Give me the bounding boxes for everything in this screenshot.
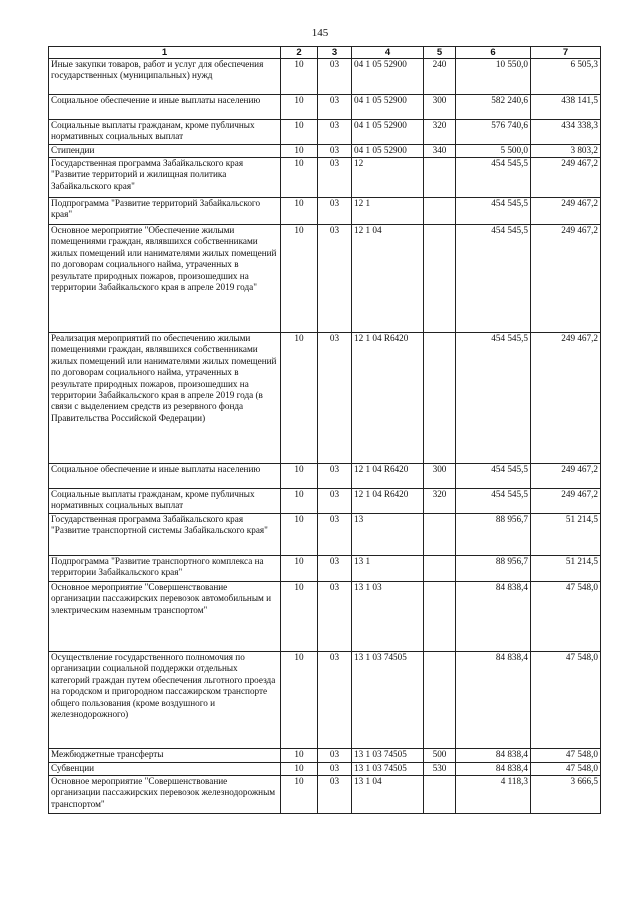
page-number: 145 bbox=[311, 27, 329, 39]
cell-amount-plan: 454 545,5 bbox=[456, 464, 531, 489]
column-header: 3 bbox=[318, 47, 352, 59]
cell-subsection: 03 bbox=[318, 145, 352, 158]
row-name: Подпрограмма "Развитие территорий Забайкальского края" bbox=[49, 198, 281, 225]
cell-amount-plan: 10 550,0 bbox=[456, 59, 531, 95]
row-name: Стипендии bbox=[49, 145, 281, 158]
cell-subsection: 03 bbox=[318, 763, 352, 776]
cell-section: 10 bbox=[281, 158, 318, 198]
cell-expense-type bbox=[424, 776, 456, 814]
column-header: 6 bbox=[456, 47, 531, 59]
cell-amount-plan: 454 545,5 bbox=[456, 158, 531, 198]
cell-section: 10 bbox=[281, 514, 318, 556]
cell-target-article: 13 1 03 74505 bbox=[352, 652, 424, 749]
column-header: 1 bbox=[49, 47, 281, 59]
cell-expense-type bbox=[424, 556, 456, 582]
row-name: Осуществление государственного полномочия по организации социальной поддержки отдельных категорий граждан путем обеспечения льготного проезда на городском и пригородном пассажирском транспорте общего пользования (кроме воздушного и железнодорожного) bbox=[49, 652, 281, 749]
table-row bbox=[49, 198, 601, 225]
cell-target-article: 12 1 04 R6420 bbox=[352, 489, 424, 514]
row-name: Государственная программа Забайкальского края "Развитие территорий и жилищная политика Забайкальского края" bbox=[49, 158, 281, 198]
table-header-row bbox=[49, 47, 601, 59]
row-name: Основное мероприятие "Совершенствование организации пассажирских перевозок железнодорожным транспортом" bbox=[49, 776, 281, 814]
cell-subsection: 03 bbox=[318, 158, 352, 198]
cell-amount-actual: 249 467,2 bbox=[531, 198, 601, 225]
cell-subsection: 03 bbox=[318, 333, 352, 464]
cell-section: 10 bbox=[281, 464, 318, 489]
row-name: Реализация мероприятий по обеспечению жилыми помещениями граждан, являвшихся собственниками жилых помещений или нанимателями жилых помещений по договорам социального найма, утраченных в результате природных пожаров, произошедших на территории Забайкальского края в апреле 2019 года (в связи с выделением средств из резервного фонда Правительства Российской Федерации) bbox=[49, 333, 281, 464]
row-name: Основное мероприятие "Совершенствование организации пассажирских перевозок автомобильным и электрическим наземным транспортом" bbox=[49, 582, 281, 652]
cell-expense-type: 320 bbox=[424, 120, 456, 145]
cell-target-article: 12 1 04 bbox=[352, 225, 424, 333]
column-header: 5 bbox=[424, 47, 456, 59]
cell-amount-actual: 51 214,5 bbox=[531, 514, 601, 556]
table-row bbox=[49, 489, 601, 514]
cell-section: 10 bbox=[281, 582, 318, 652]
cell-expense-type: 340 bbox=[424, 145, 456, 158]
cell-amount-actual: 51 214,5 bbox=[531, 556, 601, 582]
cell-expense-type bbox=[424, 198, 456, 225]
cell-expense-type: 240 bbox=[424, 59, 456, 95]
cell-subsection: 03 bbox=[318, 749, 352, 763]
cell-section: 10 bbox=[281, 120, 318, 145]
cell-subsection: 03 bbox=[318, 776, 352, 814]
cell-section: 10 bbox=[281, 59, 318, 95]
cell-subsection: 03 bbox=[318, 582, 352, 652]
cell-amount-actual: 3 803,2 bbox=[531, 145, 601, 158]
table-row bbox=[49, 464, 601, 489]
table-row bbox=[49, 59, 601, 95]
table-row bbox=[49, 120, 601, 145]
cell-amount-plan: 454 545,5 bbox=[456, 489, 531, 514]
table-row bbox=[49, 158, 601, 198]
cell-subsection: 03 bbox=[318, 198, 352, 225]
cell-target-article: 13 1 04 bbox=[352, 776, 424, 814]
cell-target-article: 04 1 05 52900 bbox=[352, 95, 424, 120]
cell-section: 10 bbox=[281, 198, 318, 225]
row-name: Иные закупки товаров, работ и услуг для обеспечения государственных (муниципальных) нужд bbox=[49, 59, 281, 95]
cell-amount-plan: 88 956,7 bbox=[456, 514, 531, 556]
cell-expense-type: 300 bbox=[424, 95, 456, 120]
cell-expense-type: 500 bbox=[424, 749, 456, 763]
cell-subsection: 03 bbox=[318, 464, 352, 489]
cell-subsection: 03 bbox=[318, 59, 352, 95]
cell-amount-plan: 4 118,3 bbox=[456, 776, 531, 814]
cell-amount-actual: 47 548,0 bbox=[531, 749, 601, 763]
cell-section: 10 bbox=[281, 556, 318, 582]
row-name: Государственная программа Забайкальского края "Развитие транспортной системы Забайкальского края" bbox=[49, 514, 281, 556]
row-name: Социальные выплаты гражданам, кроме публичных нормативных социальных выплат bbox=[49, 120, 281, 145]
cell-amount-actual: 434 338,3 bbox=[531, 120, 601, 145]
cell-section: 10 bbox=[281, 776, 318, 814]
cell-expense-type bbox=[424, 582, 456, 652]
cell-subsection: 03 bbox=[318, 225, 352, 333]
cell-subsection: 03 bbox=[318, 556, 352, 582]
cell-target-article: 13 1 bbox=[352, 556, 424, 582]
row-name: Социальное обеспечение и иные выплаты населению bbox=[49, 95, 281, 120]
cell-amount-actual: 438 141,5 bbox=[531, 95, 601, 120]
cell-amount-actual: 249 467,2 bbox=[531, 158, 601, 198]
cell-target-article: 04 1 05 52900 bbox=[352, 59, 424, 95]
cell-subsection: 03 bbox=[318, 120, 352, 145]
table-row bbox=[49, 776, 601, 814]
cell-amount-actual: 6 505,3 bbox=[531, 59, 601, 95]
table-row bbox=[49, 582, 601, 652]
cell-section: 10 bbox=[281, 489, 318, 514]
cell-subsection: 03 bbox=[318, 95, 352, 120]
cell-target-article: 13 1 03 74505 bbox=[352, 749, 424, 763]
cell-amount-actual: 47 548,0 bbox=[531, 652, 601, 749]
table-row bbox=[49, 333, 601, 464]
cell-section: 10 bbox=[281, 333, 318, 464]
cell-expense-type bbox=[424, 333, 456, 464]
cell-amount-plan: 454 545,5 bbox=[456, 333, 531, 464]
cell-expense-type bbox=[424, 652, 456, 749]
cell-section: 10 bbox=[281, 749, 318, 763]
cell-target-article: 12 1 04 R6420 bbox=[352, 333, 424, 464]
cell-amount-plan: 84 838,4 bbox=[456, 652, 531, 749]
table-row bbox=[49, 145, 601, 158]
cell-amount-plan: 454 545,5 bbox=[456, 225, 531, 333]
cell-section: 10 bbox=[281, 225, 318, 333]
table-row bbox=[49, 763, 601, 776]
row-name: Межбюджетные трансферты bbox=[49, 749, 281, 763]
cell-amount-actual: 3 666,5 bbox=[531, 776, 601, 814]
cell-target-article: 04 1 05 52900 bbox=[352, 145, 424, 158]
cell-target-article: 12 1 bbox=[352, 198, 424, 225]
column-header: 7 bbox=[531, 47, 601, 59]
cell-amount-actual: 249 467,2 bbox=[531, 489, 601, 514]
cell-target-article: 12 bbox=[352, 158, 424, 198]
cell-amount-plan: 576 740,6 bbox=[456, 120, 531, 145]
cell-target-article: 13 1 03 bbox=[352, 582, 424, 652]
budget-table bbox=[48, 46, 601, 814]
cell-amount-plan: 582 240,6 bbox=[456, 95, 531, 120]
cell-expense-type bbox=[424, 158, 456, 198]
table-row bbox=[49, 514, 601, 556]
row-name: Субвенции bbox=[49, 763, 281, 776]
row-name: Социальное обеспечение и иные выплаты населению bbox=[49, 464, 281, 489]
column-header: 2 bbox=[281, 47, 318, 59]
cell-target-article: 12 1 04 R6420 bbox=[352, 464, 424, 489]
cell-amount-plan: 84 838,4 bbox=[456, 582, 531, 652]
table-row bbox=[49, 225, 601, 333]
cell-amount-actual: 249 467,2 bbox=[531, 225, 601, 333]
cell-expense-type bbox=[424, 225, 456, 333]
cell-section: 10 bbox=[281, 763, 318, 776]
cell-subsection: 03 bbox=[318, 514, 352, 556]
cell-subsection: 03 bbox=[318, 489, 352, 514]
cell-expense-type: 320 bbox=[424, 489, 456, 514]
cell-expense-type: 530 bbox=[424, 763, 456, 776]
cell-amount-actual: 47 548,0 bbox=[531, 582, 601, 652]
cell-subsection: 03 bbox=[318, 652, 352, 749]
cell-expense-type bbox=[424, 514, 456, 556]
cell-amount-plan: 88 956,7 bbox=[456, 556, 531, 582]
cell-target-article: 04 1 05 52900 bbox=[352, 120, 424, 145]
cell-target-article: 13 1 03 74505 bbox=[352, 763, 424, 776]
column-header: 4 bbox=[352, 47, 424, 59]
row-name: Социальные выплаты гражданам, кроме публичных нормативных социальных выплат bbox=[49, 489, 281, 514]
table-row bbox=[49, 95, 601, 120]
cell-amount-plan: 84 838,4 bbox=[456, 763, 531, 776]
table-row bbox=[49, 556, 601, 582]
cell-amount-actual: 249 467,2 bbox=[531, 464, 601, 489]
cell-amount-plan: 5 500,0 bbox=[456, 145, 531, 158]
cell-amount-plan: 84 838,4 bbox=[456, 749, 531, 763]
table-row bbox=[49, 749, 601, 763]
cell-amount-actual: 249 467,2 bbox=[531, 333, 601, 464]
cell-expense-type: 300 bbox=[424, 464, 456, 489]
cell-target-article: 13 bbox=[352, 514, 424, 556]
cell-section: 10 bbox=[281, 652, 318, 749]
cell-section: 10 bbox=[281, 95, 318, 120]
cell-section: 10 bbox=[281, 145, 318, 158]
row-name: Основное мероприятие "Обеспечение жилыми помещениями граждан, являвшихся собственниками жилых помещений или нанимателями жилых помещений по договорам социального найма, утраченных в результате природных пожаров, произошедших на территории Забайкальского края в апреле 2019 года" bbox=[49, 225, 281, 333]
table-row bbox=[49, 652, 601, 749]
cell-amount-plan: 454 545,5 bbox=[456, 198, 531, 225]
cell-amount-actual: 47 548,0 bbox=[531, 763, 601, 776]
row-name: Подпрограмма "Развитие транспортного комплекса на территории Забайкальского края" bbox=[49, 556, 281, 582]
